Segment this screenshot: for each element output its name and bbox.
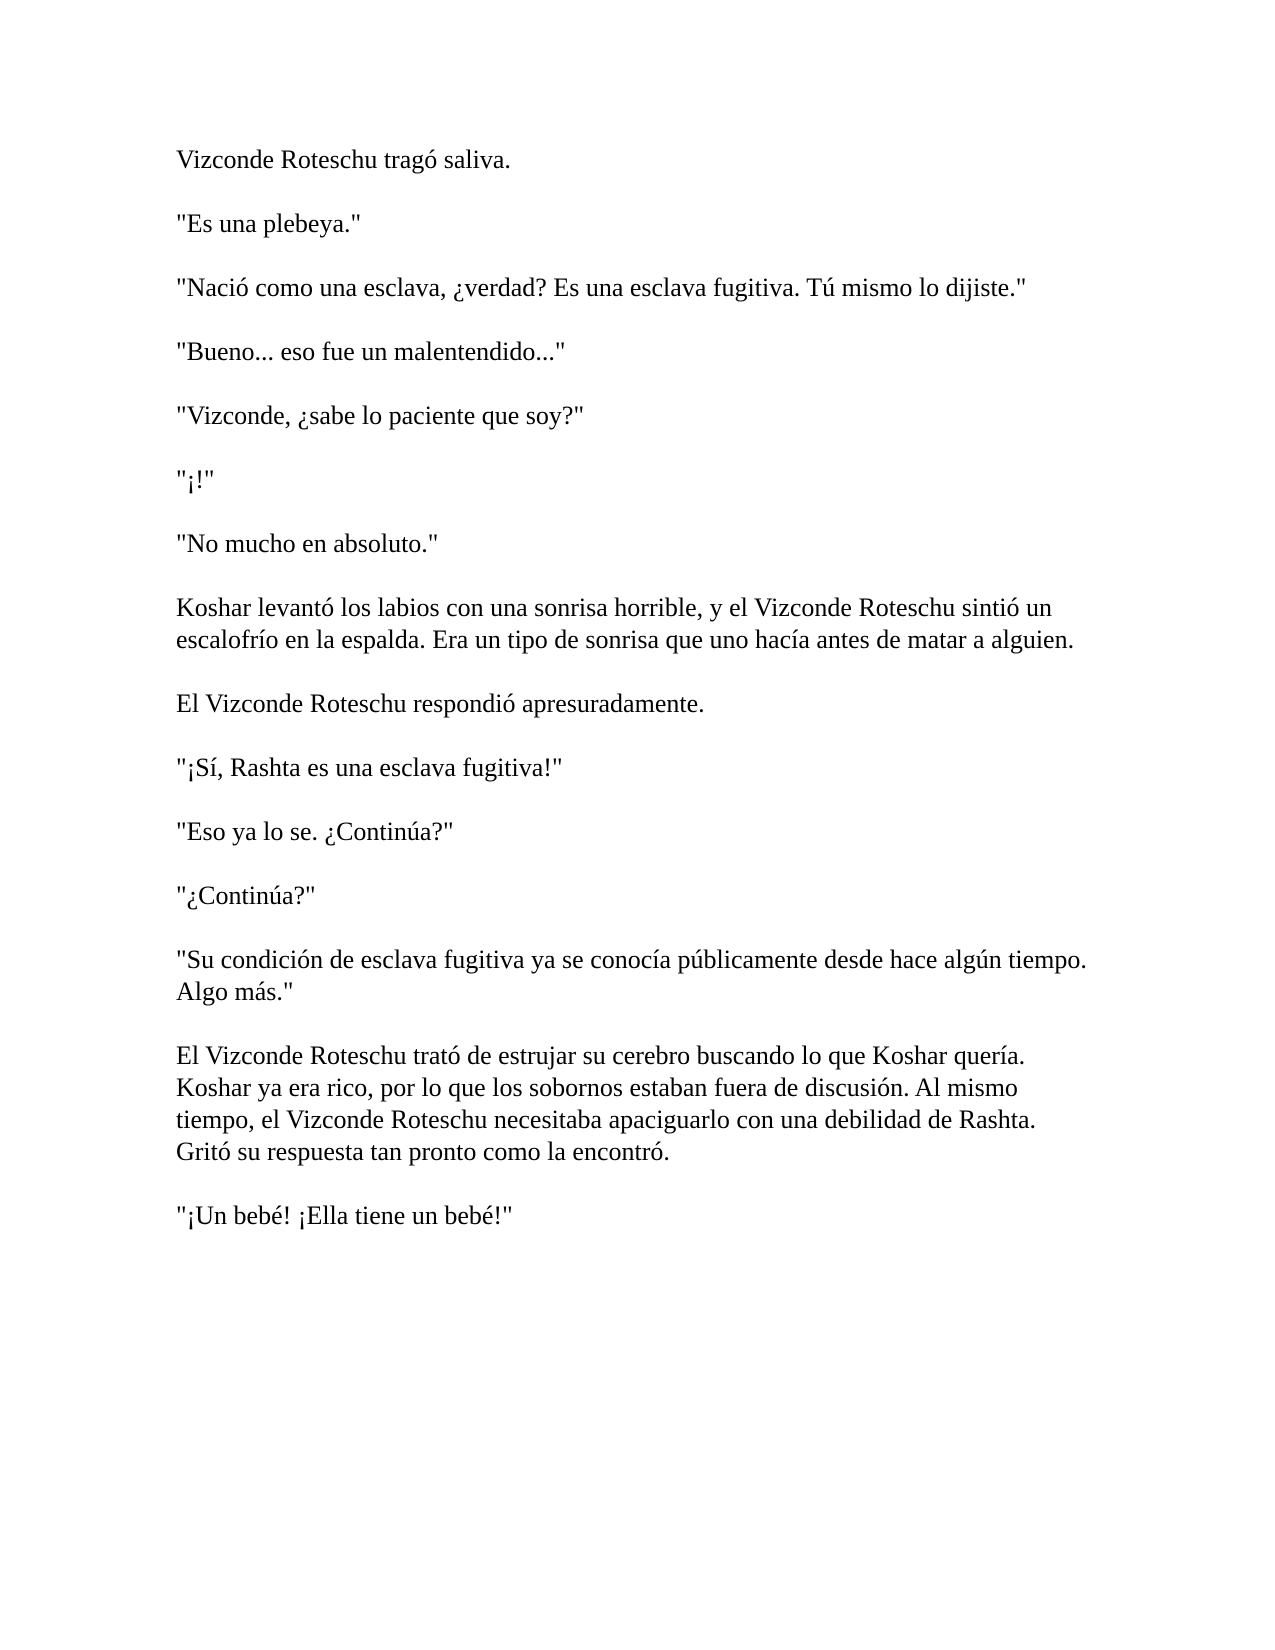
- paragraph: El Vizconde Roteschu trató de estrujar su cerebro buscando lo que Koshar quería. Koshar ya era rico, por lo que los sobornos estaban fuera de discusión. Al mismo tiempo, el Vizconde Roteschu necesitaba apaciguarlo con una debilidad de Rashta. Gritó su respuesta tan pronto como la encontró.: [176, 1041, 1036, 1166]
- paragraph: Koshar levantó los labios con una sonrisa horrible, y el Vizconde Roteschu sintió un escalofrío en la espalda. Era un tipo de sonrisa que uno hacía antes de matar a alguien.: [176, 593, 1075, 654]
- paragraph: "Es una plebeya.": [176, 209, 362, 238]
- paragraph: "Nació como una esclava, ¿verdad? Es una esclava fugitiva. Tú mismo lo dijiste.": [176, 273, 1027, 302]
- paragraph: "Bueno... eso fue un malentendido...": [176, 337, 566, 366]
- paragraph: El Vizconde Roteschu respondió apresuradamente.: [176, 689, 705, 718]
- paragraph: "Vizconde, ¿sabe lo paciente que soy?": [176, 401, 585, 430]
- document-body: [176, 144, 1096, 1264]
- paragraph: "Eso ya lo se. ¿Continúa?": [176, 817, 454, 846]
- paragraph: "¡!": [176, 465, 215, 494]
- paragraph: "¡Un bebé! ¡Ella tiene un bebé!": [176, 1201, 513, 1230]
- paragraph: "No mucho en absoluto.": [176, 529, 439, 558]
- paragraph: "¿Continúa?": [176, 881, 316, 910]
- paragraph: "¡Sí, Rashta es una esclava fugitiva!": [176, 753, 563, 782]
- paragraph: Vizconde Roteschu tragó saliva.: [176, 145, 511, 174]
- paragraph: "Su condición de esclava fugitiva ya se conocía públicamente desde hace algún tiempo. Algo más.": [176, 945, 1087, 1006]
